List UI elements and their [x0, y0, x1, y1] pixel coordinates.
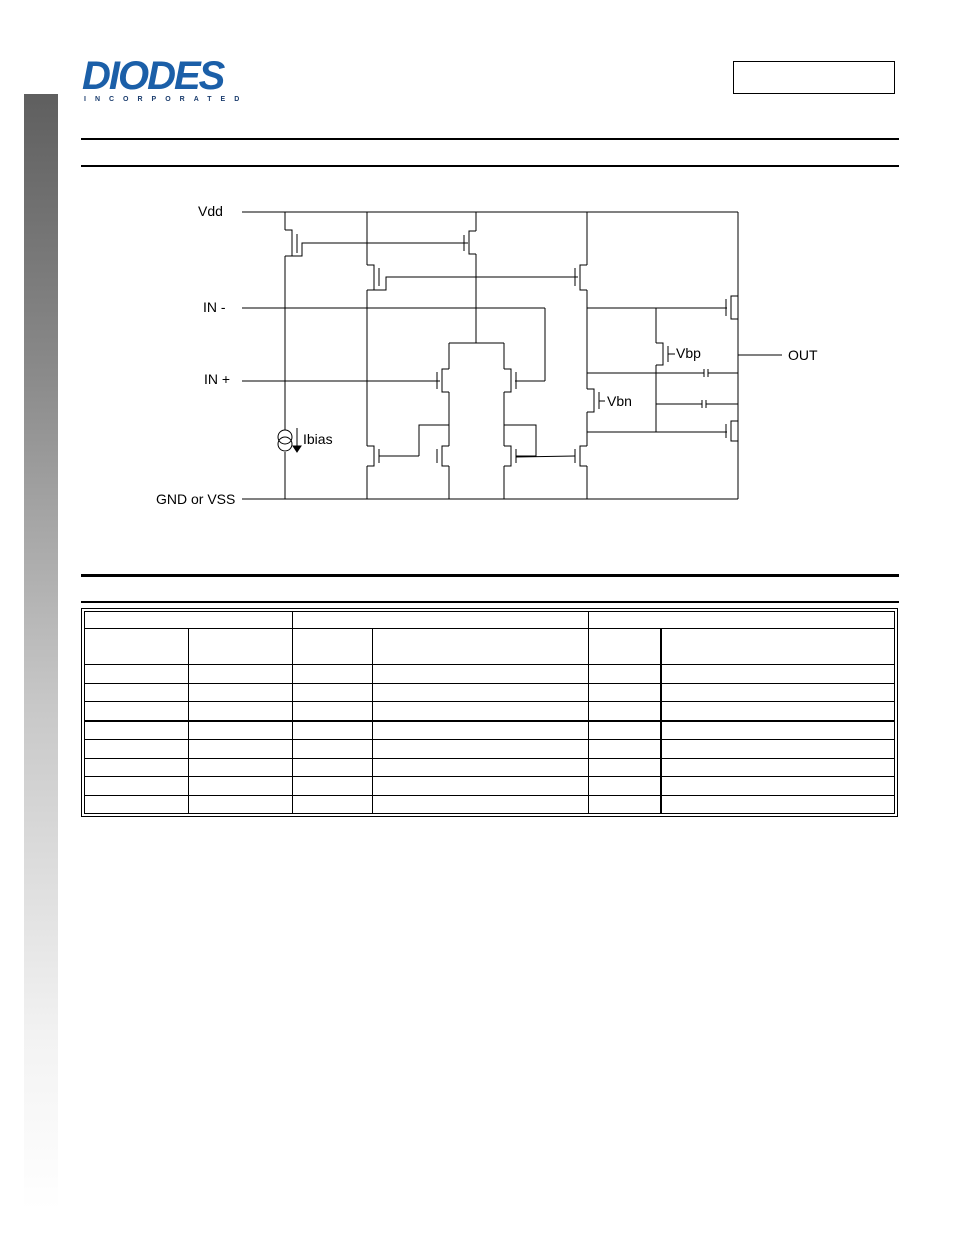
- pin-table-frame: [81, 608, 898, 817]
- part-number-box: [733, 61, 895, 94]
- header-rule-bottom: [81, 165, 899, 167]
- label-gnd: GND or VSS: [156, 491, 236, 507]
- side-gradient-bar: [24, 94, 58, 1210]
- table-subheader-row: [85, 629, 895, 665]
- table-row: [85, 758, 895, 776]
- logo-wordmark: DIODES: [82, 54, 224, 98]
- label-in-minus: IN -: [203, 299, 226, 315]
- label-in-plus: IN +: [204, 371, 231, 387]
- table-row: [85, 683, 895, 701]
- table-row: [85, 777, 895, 795]
- pin-table: [84, 611, 895, 814]
- table-header-row: [85, 612, 895, 629]
- section-rule-bottom: [81, 601, 899, 603]
- label-ibias: Ibias: [303, 431, 333, 447]
- table-row: [85, 665, 895, 683]
- table-row: [85, 702, 895, 721]
- header-rule-top: [81, 138, 899, 140]
- label-vbn: Vbn: [607, 393, 632, 409]
- company-logo: [82, 54, 254, 108]
- table-row: [85, 740, 895, 758]
- section-rule-top: [81, 574, 899, 577]
- label-vbp: Vbp: [676, 345, 701, 361]
- table-row: [85, 721, 895, 740]
- logo-subtitle: INCORPORATED: [84, 96, 249, 103]
- block-diagram: [150, 198, 830, 518]
- label-out: OUT: [788, 347, 818, 363]
- table-row: [85, 795, 895, 814]
- label-vdd: Vdd: [198, 203, 223, 219]
